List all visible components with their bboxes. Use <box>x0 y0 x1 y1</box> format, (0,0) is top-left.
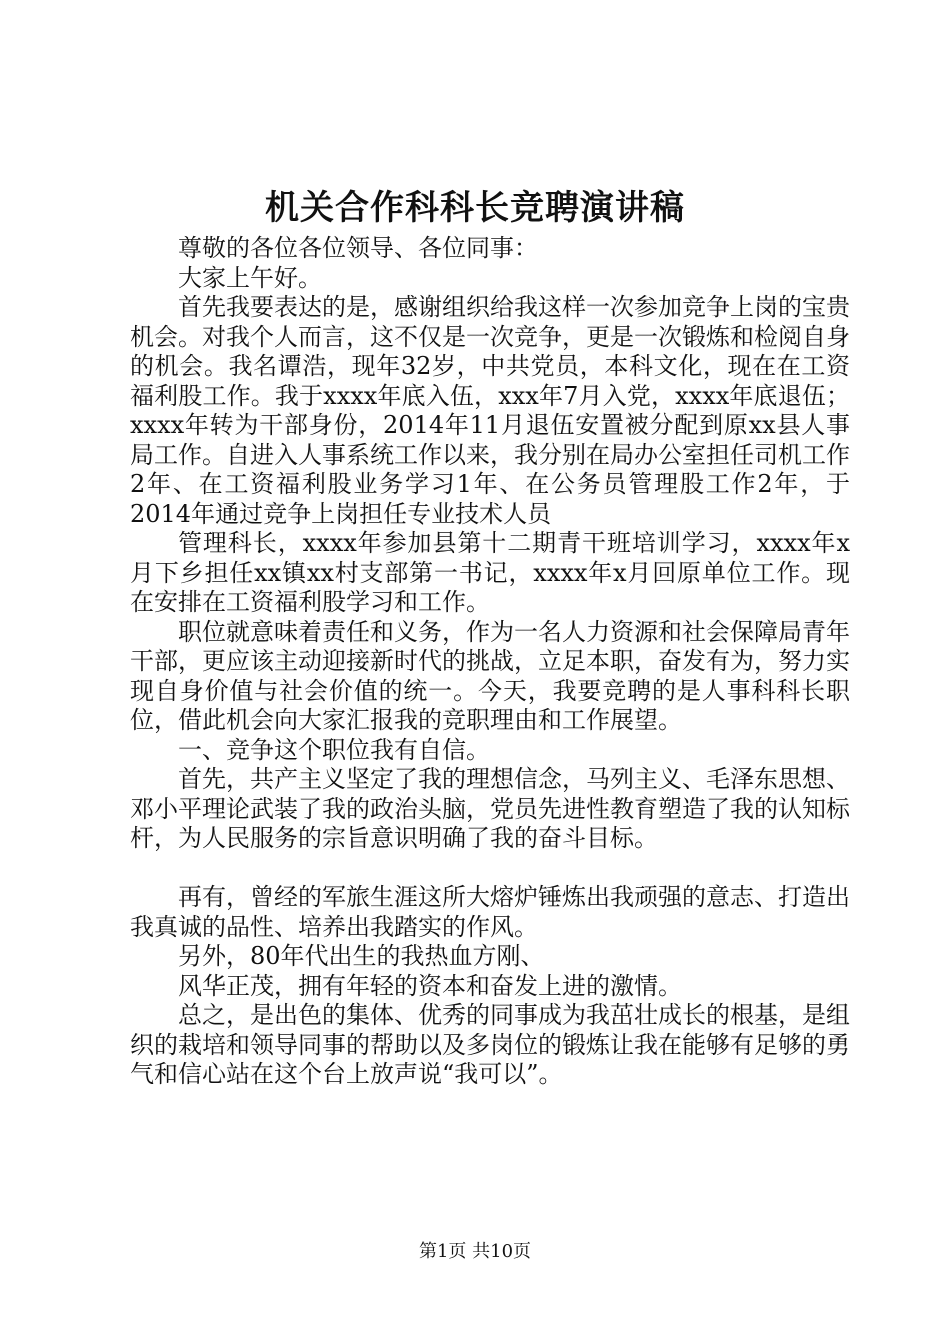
section-heading-confidence: 一、竞争这个职位我有自信。 <box>178 735 490 764</box>
paragraph-third-reason-continued: 风华正茂，拥有年轻的资本和奋发上进的激情。 <box>178 971 682 1000</box>
paragraph-introduction: 首先我要表达的是，感谢组织给我这样一次参加竞争上岗的宝贵机会。对我个人而言，这不仅是一次竞争，更是一次锻炼和检阅自身的机会。我名谭浩，现年32岁，中共党员，本科文化，现在在工资福利股工作。我于xxxx年底入伍，xxx年7月入党，xxxx年底退伍；xxxx年转为干部身份，2014年11月退伍安置被分配到原xx县人事局工作。自进入人事系统工作以来，我分别在局办公室担任司机工作2年、在工资福利股业务学习1年、在公务员管理股工作2年，于2014年通过竞争上岗担任专业技术人员 <box>130 293 850 528</box>
paragraph-first-reason: 首先，共产主义坚定了我的理想信念，马列主义、毛泽东思想、邓小平理论武装了我的政治头脑，党员先进性教育塑造了我的认知标杆，为人民服务的宗旨意识明确了我的奋斗目标。 <box>130 765 850 852</box>
paragraph-greeting: 大家上午好。 <box>178 263 322 292</box>
paragraph-summary: 总之，是出色的集体、优秀的同事成为我茁壮成长的根基，是组织的栽培和领导同事的帮助以及多岗位的锻炼让我在能够有足够的勇气和信心站在这个台上放声说“我可以”。 <box>130 1001 850 1088</box>
paragraph-spacer <box>130 854 850 884</box>
paragraph-position: 职位就意味着责任和义务，作为一名人力资源和社会保障局青年干部，更应该主动迎接新时代的挑战，立足本职，奋发有为，努力实现自身价值与社会价值的统一。今天，我要竞聘的是人事科科长职位，借此机会向大家汇报我的竞职理由和工作展望。 <box>130 617 850 734</box>
paragraph-salutation: 尊敬的各位各位领导、各位同事： <box>178 234 538 262</box>
document-body <box>130 234 850 1090</box>
paragraph-second-reason: 再有，曾经的军旅生涯这所大熔炉锤炼出我顽强的意志、打造出我真诚的品性、培养出我踏实的作风。 <box>130 883 850 941</box>
paragraph-experience: 管理科长，xxxx年参加县第十二期青干班培训学习，xxxx年x月下乡担任xx镇xx村支部第一书记，xxxx年x月回原单位工作。现在安排在工资福利股学习和工作。 <box>130 529 850 616</box>
page-number: 第1页 共10页 <box>418 1241 532 1262</box>
document-title: 机关合作科科长竞聘演讲稿 <box>265 188 685 228</box>
paragraph-third-reason: 另外，80年代出生的我热血方刚、 <box>178 942 545 970</box>
